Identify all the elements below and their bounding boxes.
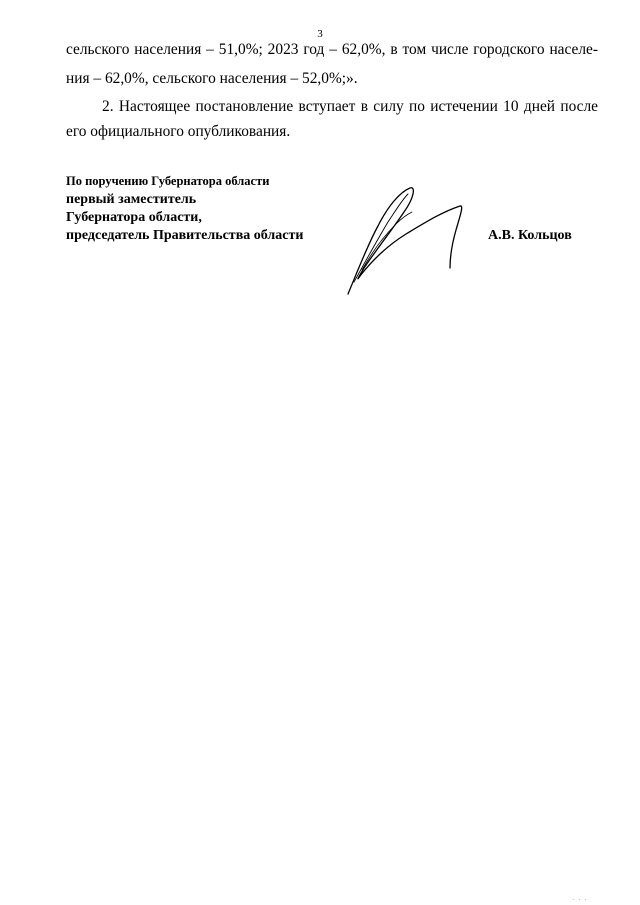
body-text-line: сельского населения – 51,0%; 2023 год – 62,0%, в том числе городского населе- <box>66 41 598 58</box>
page-number: 3 <box>317 28 323 40</box>
signer-position-line: первый заместитель <box>66 192 197 207</box>
signer-position-line: председатель Правительства области <box>66 228 304 243</box>
body-text-line: его официального опубликования. <box>66 123 291 140</box>
signature-instruction: По поручению Губернатора области <box>66 174 270 188</box>
signer-position-line: Губернатора области, <box>66 210 202 225</box>
body-paragraph-2: 2. Настоящее постановление вступает в силу по истечении 10 дней после <box>102 98 598 115</box>
scan-artifact-mark: · · · <box>572 896 588 904</box>
signer-name: А.В. Кольцов <box>488 228 572 243</box>
body-text-line: ния – 62,0%, сельского населения – 52,0%;». <box>66 70 358 87</box>
handwritten-signature <box>340 182 470 302</box>
